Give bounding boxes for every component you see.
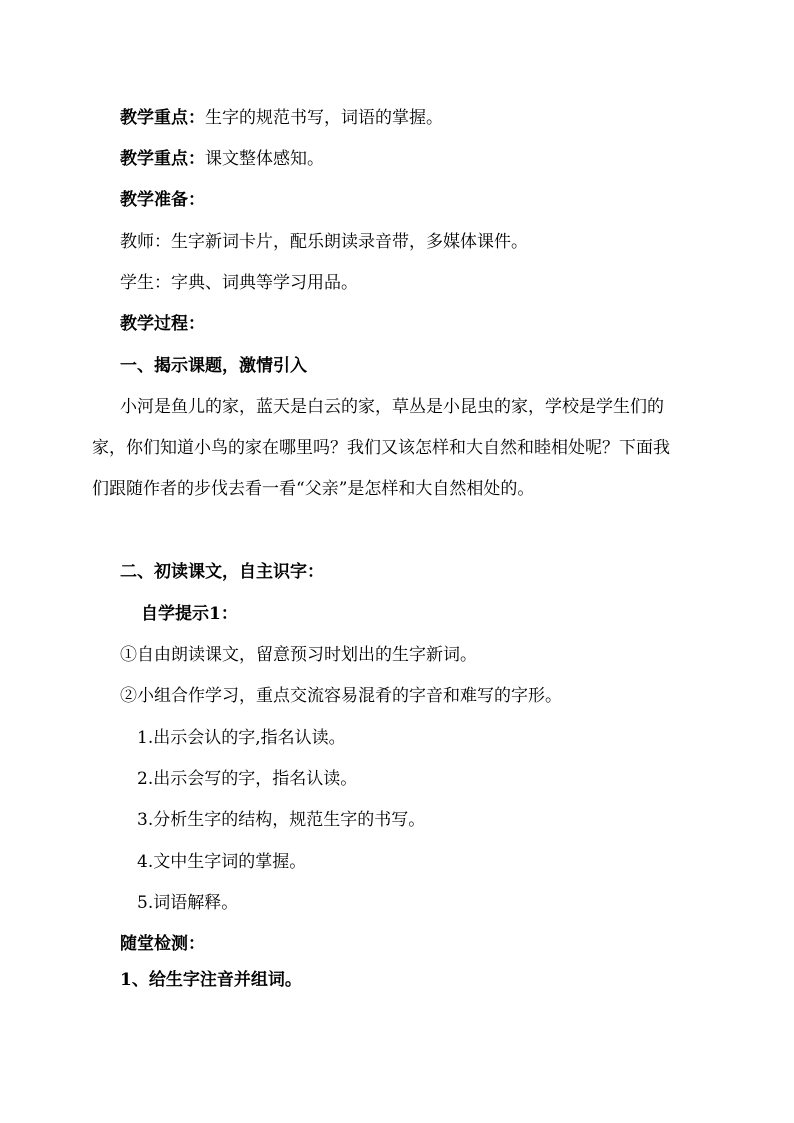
teacher-line: 教师：生字新词卡片，配乐朗读录音带，多媒体课件。 (120, 232, 528, 252)
step-item-2: 2.出示会写的字，指名认读。 (137, 769, 358, 789)
intro-paragraph: 小河是鱼儿的家，蓝天是白云的家，草丛是小昆虫的家，学校是学生们的家，你们知道小鸟的家在哪里吗？我们又该怎样和大自然和睦相处呢？下面我们跟随作者的步伐去看一看“父亲”是怎样和大自然相处的。 (92, 397, 670, 499)
section2-heading: 二、初读课文，自主识字： (120, 562, 324, 582)
test-heading: 随堂检测： (120, 934, 205, 954)
step-item-4: 4.文中生字词的掌握。 (137, 852, 307, 872)
focus-label-2: 教学重点： (120, 149, 205, 169)
section1-heading: 一、揭示课题，激情引入 (120, 356, 307, 376)
step-item-5: 5.词语解释。 (137, 893, 239, 913)
focus-line-2 (120, 149, 674, 169)
hint-item-2: ②小组合作学习，重点交流容易混肴的字音和难写的字形。 (120, 686, 562, 706)
process-heading: 教学过程： (120, 314, 205, 334)
focus-label-1: 教学重点： (120, 108, 205, 128)
step-item-1: 1.出示会认的字,指名认读。 (137, 728, 346, 748)
hint-heading: 自学提示1： (141, 604, 238, 624)
focus-text-1: 生字的规范书写，词语的掌握。 (205, 108, 443, 128)
test-item-1: 1、给生字注音并组词。 (120, 970, 302, 990)
prep-heading: 教学准备： (120, 190, 205, 210)
step-item-3: 3.分析生字的结构，规范生字的书写。 (137, 810, 426, 830)
student-line: 学生：字典、词典等学习用品。 (120, 273, 358, 293)
focus-text-2: 课文整体感知。 (205, 149, 324, 169)
focus-line-1 (120, 108, 674, 128)
hint-item-1: ①自由朗读课文，留意预习时划出的生字新词。 (120, 645, 477, 665)
